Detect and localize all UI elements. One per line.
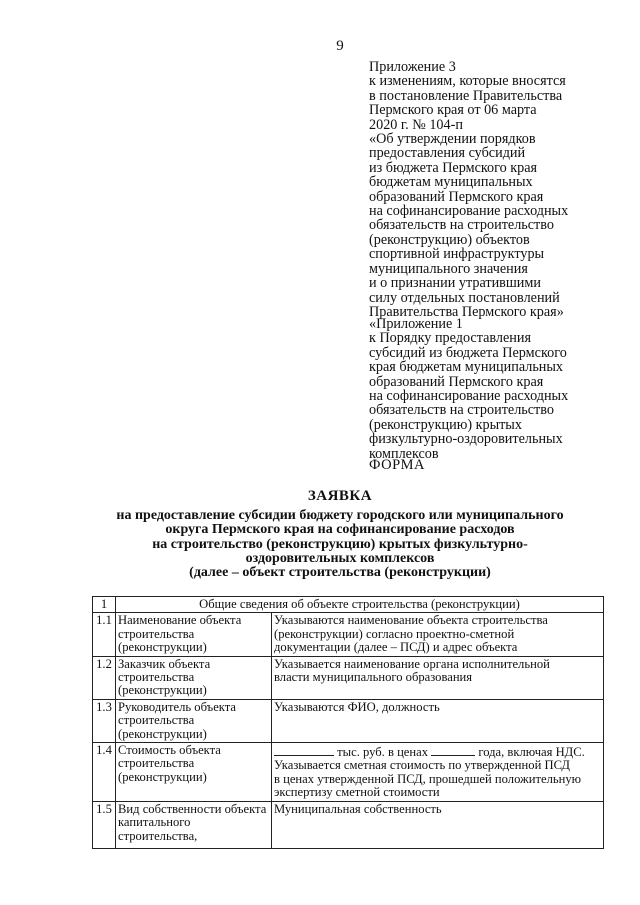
form-label: ФОРМА	[369, 457, 426, 473]
annex-line: края бюджетам муниципальных	[369, 359, 564, 376]
table-row	[93, 801, 604, 848]
annex-line: муниципального значения	[369, 260, 528, 277]
annex-line: на софинансирование расходных	[369, 203, 569, 220]
row-field-value[interactable]: Указывается наименование органа исполнительной власти муниципального образования	[272, 656, 604, 699]
annex-line: Приложение 3	[369, 59, 456, 75]
section-number: 1	[93, 597, 116, 613]
annex-line: комплексов	[369, 445, 439, 462]
row-field-value[interactable]: Муниципальная собственность	[272, 801, 604, 848]
annex-line: (реконструкцию) крытых	[369, 416, 522, 433]
annex-line: к изменениям, которые вносятся	[369, 73, 566, 90]
document-subtitle	[0, 509, 640, 580]
annex-1-header	[369, 317, 629, 461]
annex-line: Правительства Пермского края»	[369, 303, 564, 320]
row-number: 1.3	[93, 699, 116, 742]
annex-line: на софинансирование расходных	[369, 388, 569, 405]
annex-line: физкультурно-оздоровительных	[369, 431, 563, 448]
table-row	[93, 656, 604, 699]
subtitle-line: на предоставление субсидии бюджету городского или муниципального	[116, 508, 564, 523]
annex-line: 2020 г. № 104-п	[369, 116, 463, 133]
annex-line: образований Пермского края	[369, 373, 544, 390]
section-title: Общие сведения об объекте строительства (реконструкции)	[116, 597, 604, 613]
row-field-value[interactable]: тыс. руб. в ценах года, включая НДС. Указывается сметная стоимость по утвержденной ПСД в ценах утвержденной ПСД, прошедшей положительную экспертизу сметной стоимости	[272, 743, 604, 802]
page-number: 9	[336, 38, 344, 54]
row-number: 1.1	[93, 613, 116, 656]
annex-line: обязательств на строительство	[369, 402, 554, 419]
subtitle-line: (далее – объект строительства (реконструкции)	[189, 565, 491, 581]
row-field-name: Заказчик объекта строительства (реконструкции)	[116, 656, 272, 699]
annex-line: предоставления субсидий	[369, 145, 526, 162]
year-blank[interactable]	[431, 744, 475, 756]
subtitle-line: округа Пермского края на софинансирование расходов	[165, 522, 515, 538]
table-row	[93, 613, 604, 656]
annex-line: силу отдельных постановлений	[369, 289, 560, 306]
row-number: 1.4	[93, 743, 116, 802]
annex-line: (реконструкцию) объектов	[369, 231, 530, 248]
annex-line: к Порядку предоставления	[369, 330, 531, 347]
annex-line: субсидий из бюджета Пермского	[369, 344, 567, 361]
annex-line: спортивной инфраструктуры	[369, 246, 545, 263]
annex-line: бюджетам муниципальных	[369, 174, 533, 191]
row-field-name: Наименование объекта строительства (реконструкции)	[116, 613, 272, 656]
table-row	[93, 699, 604, 742]
annex-line: «Приложение 1	[369, 316, 463, 332]
table-section-row	[93, 597, 604, 613]
cost-blank[interactable]	[274, 744, 334, 756]
annex-line: «Об утверждении порядков	[369, 131, 536, 148]
annex-3-header	[369, 60, 629, 319]
row-number: 1.5	[93, 801, 116, 848]
row-field-name: Руководитель объекта строительства (реконструкции)	[116, 699, 272, 742]
row-field-value[interactable]: Указываются наименование объекта строительства (реконструкции) согласно проектно-сметной документации (далее – ПСД) и адрес объекта	[272, 613, 604, 656]
annex-line: и о признании утратившими	[369, 275, 541, 292]
row-field-name: Стоимость объекта строительства (реконструкции)	[116, 743, 272, 802]
subtitle-line: на строительство (реконструкцию) крытых физкультурно-	[152, 536, 528, 552]
annex-line: в постановление Правительства	[369, 87, 563, 104]
annex-line: обязательств на строительство	[369, 217, 554, 234]
annex-line: образований Пермского края	[369, 188, 544, 205]
table-row	[93, 743, 604, 802]
application-form-table	[92, 596, 604, 849]
row-number: 1.2	[93, 656, 116, 699]
annex-line: из бюджета Пермского края	[369, 159, 538, 176]
subtitle-line: оздоровительных комплексов	[245, 550, 435, 566]
document-title: ЗАЯВКА	[307, 488, 373, 504]
annex-line: Пермского края от 06 марта	[369, 102, 537, 119]
row-field-value[interactable]: Указываются ФИО, должность	[272, 699, 604, 742]
row-field-name: Вид собственности объекта капитального строительства,	[116, 801, 272, 848]
